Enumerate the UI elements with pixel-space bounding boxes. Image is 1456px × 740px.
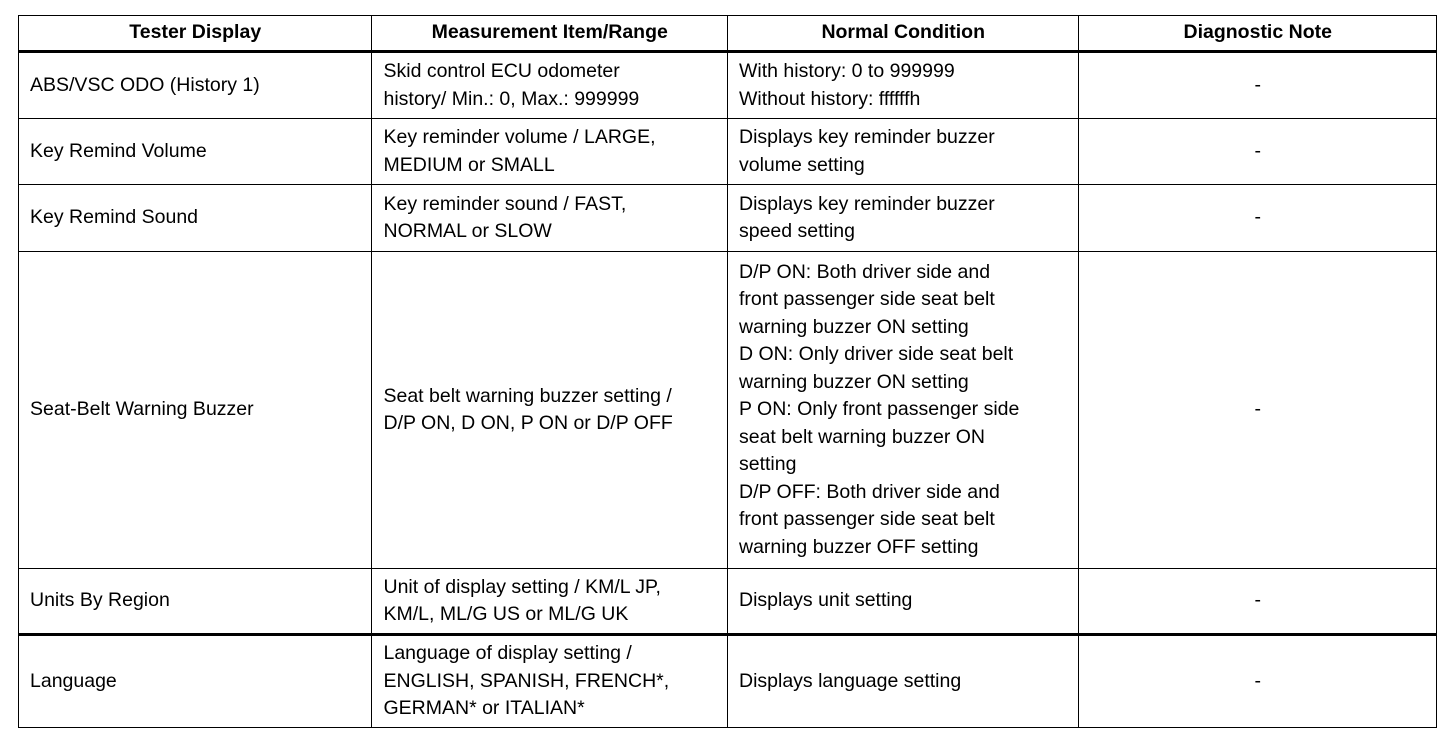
data-monitor-table [18,15,1437,728]
cell-measurement: Key reminder sound / FAST, NORMAL or SLOW [372,185,728,252]
cell-tester-display: Language [19,635,372,728]
header-measurement-item-range: Measurement Item/Range [372,16,728,52]
cell-diagnostic-note: - [1079,119,1437,185]
table-header [19,16,1437,52]
cell-measurement: Language of display setting / ENGLISH, SPANISH, FRENCH*, GERMAN* or ITALIAN* [372,635,728,728]
header-tester-display: Tester Display [19,16,372,52]
header-normal-condition: Normal Condition [727,16,1078,52]
cell-diagnostic-note: - [1079,252,1437,569]
table-row [19,635,1437,728]
cell-tester-display: Key Remind Volume [19,119,372,185]
table-row [19,252,1437,569]
cell-tester-display: ABS/VSC ODO (History 1) [19,52,372,119]
cell-normal-condition: With history: 0 to 999999 Without history: ffffffh [727,52,1078,119]
cell-measurement: Seat belt warning buzzer setting / D/P ON, D ON, P ON or D/P OFF [372,252,728,569]
cell-diagnostic-note: - [1079,569,1437,635]
cell-tester-display: Seat-Belt Warning Buzzer [19,252,372,569]
cell-normal-condition: Displays key reminder buzzer volume setting [727,119,1078,185]
table-body [19,52,1437,728]
table-row [19,52,1437,119]
cell-normal-condition: Displays unit setting [727,569,1078,635]
cell-diagnostic-note: - [1079,52,1437,119]
cell-normal-condition: Displays key reminder buzzer speed setting [727,185,1078,252]
header-diagnostic-note: Diagnostic Note [1079,16,1437,52]
cell-measurement: Key reminder volume / LARGE, MEDIUM or SMALL [372,119,728,185]
cell-diagnostic-note: - [1079,635,1437,728]
table-row [19,569,1437,635]
cell-tester-display: Units By Region [19,569,372,635]
table-row [19,185,1437,252]
cell-diagnostic-note: - [1079,185,1437,252]
table-row [19,119,1437,185]
cell-measurement: Skid control ECU odometer history/ Min.: 0, Max.: 999999 [372,52,728,119]
header-row [19,16,1437,52]
cell-normal-condition: Displays language setting [727,635,1078,728]
cell-tester-display: Key Remind Sound [19,185,372,252]
cell-normal-condition: D/P ON: Both driver side and front passenger side seat belt warning buzzer ON setting D ON: Only driver side seat belt warning buzzer ON setting P ON: Only front passenger side seat belt warning buzzer ON setting D/P OFF: Both driver side and front passenger side seat belt warning buzzer OFF setting [727,252,1078,569]
cell-measurement: Unit of display setting / KM/L JP, KM/L, ML/G US or ML/G UK [372,569,728,635]
